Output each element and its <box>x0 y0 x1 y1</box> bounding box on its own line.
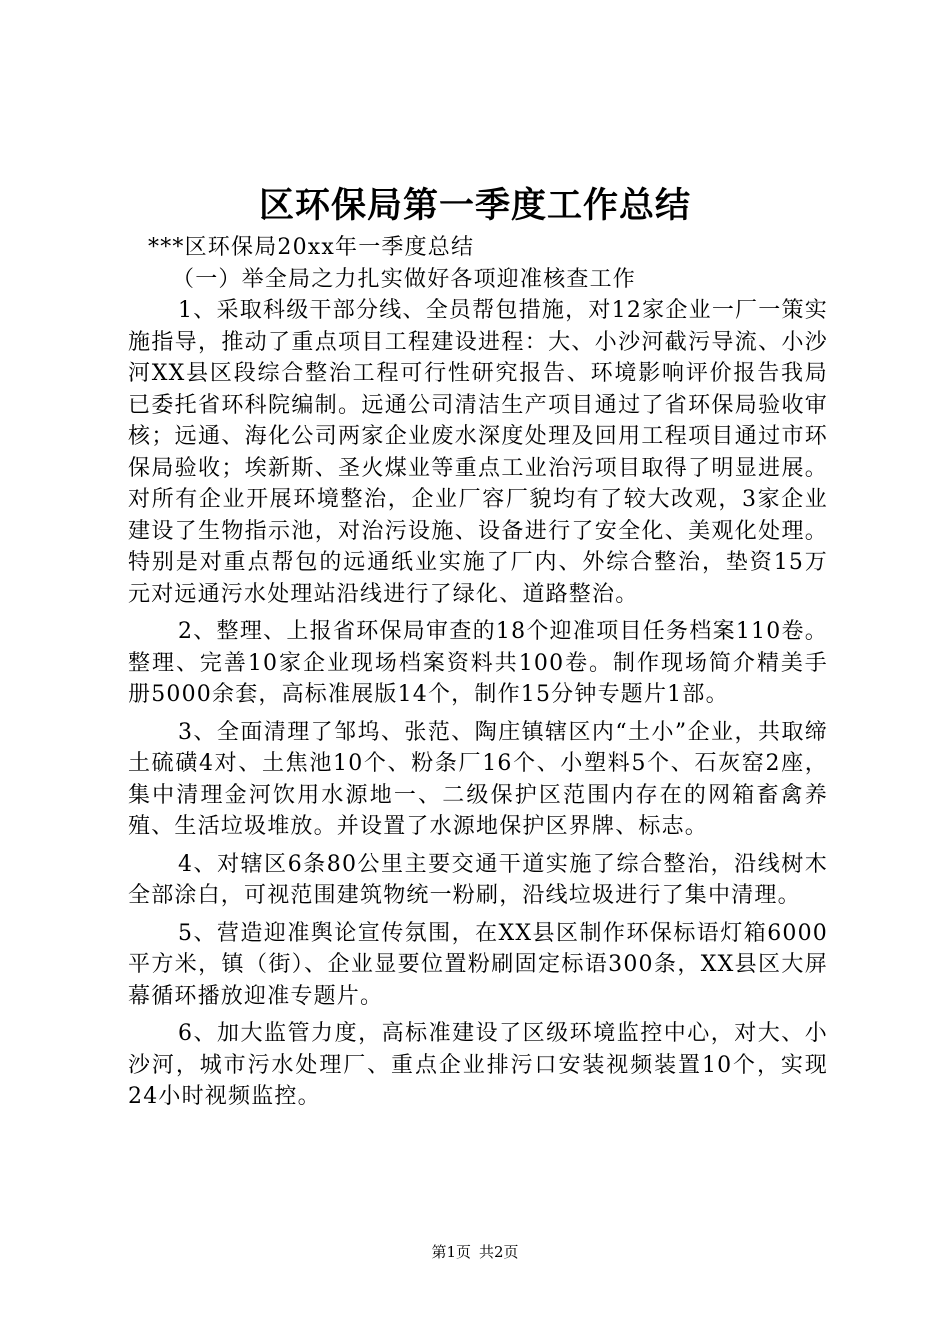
document-body <box>128 232 828 1113</box>
paragraph-1: 1、采取科级干部分线、全员帮包措施，对12家企业一厂一策实施指导，推动了重点项目工程建设进程：大、小沙河截污导流、小沙河XX县区段综合整治工程可行性研究报告、环境影响评价报告我局已委托省环科院编制。远通公司清洁生产项目通过了省环保局验收审核；远通、海化公司两家企业废水深度处理及回用工程项目通过市环保局验收；埃新斯、圣火煤业等重点工业治污项目取得了明显进展。对所有企业开展环境整治，企业厂容厂貌均有了较大改观，3家企业建设了生物指示池，对治污设施、设备进行了安全化、美观化处理。特别是对重点帮包的远通纸业实施了厂内、外综合整治，垫资15万元对远通污水处理站沿线进行了绿化、道路整治。 <box>128 298 828 607</box>
document-subtitle: ***区环保局20xx年一季度总结 <box>148 235 475 260</box>
paragraph-5: 5、营造迎准舆论宣传氛围，在XX县区制作环保标语灯箱6000平方米，镇（街）、企业显要位置粉刷固定标语300条，XX县区大屏幕循环播放迎准专题片。 <box>128 920 828 1009</box>
section-heading: （一）举全局之力扎实做好各项迎准核查工作 <box>172 266 637 292</box>
paragraph-2: 2、整理、上报省环保局审查的18个迎准项目任务档案110卷。整理、完善10家企业现场档案资料共100卷。制作现场简介精美手册5000余套，高标准展版14个，制作15分钟专题片1部。 <box>128 619 828 707</box>
paragraph-3: 3、全面清理了邹坞、张范、陶庄镇辖区内“土小”企业，共取缔土硫磺4对、土焦池10个、粉条厂16个、小塑料5个、石灰窑2座，集中清理金河饮用水源地一、二级保护区范围内存在的网箱畜禽养殖、生活垃圾堆放。并设置了水源地保护区界牌、标志。 <box>128 719 828 839</box>
page-total: 共2页 <box>479 1243 519 1261</box>
page-footer <box>0 1242 950 1262</box>
paragraph-6: 6、加大监管力度，高标准建设了区级环境监控中心，对大、小沙河，城市污水处理厂、重点企业排污口安装视频装置10个，实现24小时视频监控。 <box>128 1021 828 1109</box>
paragraph-4: 4、对辖区6条80公里主要交通干道实施了综合整治，沿线树木全部涂白，可视范围建筑物统一粉刷，沿线垃圾进行了集中清理。 <box>128 851 828 908</box>
document-title: 区环保局第一季度工作总结 <box>258 185 691 226</box>
page-number: 第1页 <box>431 1243 471 1261</box>
